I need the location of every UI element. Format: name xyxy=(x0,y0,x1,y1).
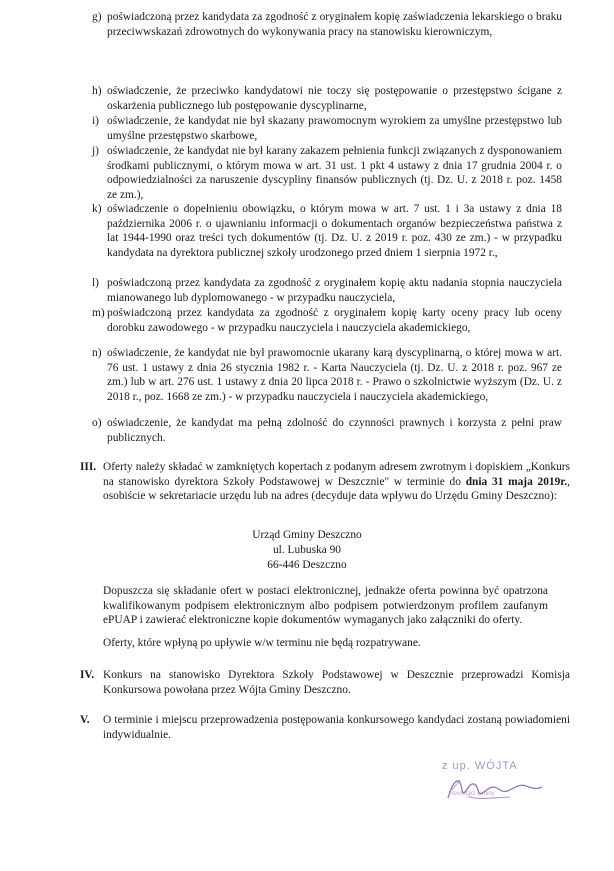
section-text xyxy=(103,460,570,504)
address-line: Urząd Gminy Deszczno xyxy=(252,529,362,541)
list-marker: i) xyxy=(92,115,99,127)
section-text-part: Oferty należy składać w zamkniętych kopertach z podanym adresem zwrotnym i dopiskiem „Konkurs na stanowisko dyrektora Szkoły Podstawowej w Deszcznie" w terminie do xyxy=(103,461,570,488)
list-marker: k) xyxy=(92,203,102,215)
section-text-part: , osobiście w sekretariacie urzędu lub na adres (decyduje data wpływu do Urzędu Gminy Deszczno): xyxy=(103,475,570,503)
list-marker: m) xyxy=(92,307,105,319)
list-marker: o) xyxy=(92,417,102,429)
handwritten-signature xyxy=(430,770,550,810)
address-line: ul. Lubuska 90 xyxy=(272,544,342,556)
list-marker: l) xyxy=(92,277,99,289)
section-number: IV. xyxy=(80,669,95,681)
list-marker: h) xyxy=(92,85,102,97)
section-text: Konkurs na stanowisko Dyrektora Szkoły Podstawowej w Deszcznie przeprowadzi Komisja Konkursowa powołana przez Wójta Gminy Deszczno. xyxy=(103,669,570,696)
list-item-text: oświadczenie, że kandydat nie był skazany prawomocnym wyrokiem za umyślne przestępstwo lub umyślne przestępstwo skarbowe, xyxy=(107,115,562,142)
section-text: O terminie i miejscu przeprowadzenia postępowania konkursowego kandydaci zostaną powiadomieni indywidualnie. xyxy=(103,714,570,741)
list-item-text: poświadczoną przez kandydata za zgodność z oryginałem kopię zaświadczenia lekarskiego o braku przeciwwskazań zdrowotnych do wykonywania pracy na stanowisku kierowniczym, xyxy=(107,11,562,38)
list-marker: g) xyxy=(92,11,102,23)
address-block xyxy=(0,528,614,573)
list-marker: j) xyxy=(92,145,99,157)
electronic-offers-paragraph: Dopuszcza się składanie ofert w postaci elektronicznej, jednakże oferta powinna być opatrzona kwalifikowanym podpisem elektronicznym albo podpisem potwierdzonym profilem zaufanym ePUAP i zawierać elektroniczne kopie dokumentów wymaganych jako załączniki do oferty. xyxy=(103,585,548,627)
list-item-text: oświadczenie, że kandydat nie był karany zakazem pełnienia funkcji związanych z dysponowaniem środkami publicznymi, o którym mowa w art. 31 ust. 1 pkt 4 ustawy z dnia 17 grudnia 2004 r. o odpowiedzialności za naruszenie dyscypliny finansów publicznych (tj. Dz. U. z 2018 r. poz. 1458 ze zm.), xyxy=(107,145,562,201)
list-item-text: oświadczenie, że kandydat nie był prawomocnie ukarany karą dyscyplinarną, o której mowa w art. 76 ust. 1 ustawy z dnia 26 stycznia 1982 r. - Karta Nauczyciela (tj. Dz. U. z 2018 r. poz. 967 ze zm.) lub w art. 276 ust. 1 ustawy z dnia 20 lipca 2018 r. - Prawo o szkolnictwie wyższym (Dz. U. z 2018 r., poz. 1668 ze zm.) - w przypadku nauczyciela i nauczyciela akademickiego, xyxy=(107,347,562,403)
section-number: III. xyxy=(80,461,97,473)
list-marker: n) xyxy=(92,347,102,359)
list-item-text: oświadczenie, że przeciwko kandydatowi nie toczy się postępowanie o przestępstwo ścigane z oskarżenia publicznego lub postępowanie dyscyplinarne, xyxy=(107,85,562,112)
stamp-subtitle: Sekretarz Gminy xyxy=(450,791,495,797)
late-offers-paragraph: Oferty, które wpłyną po upływie w/w terminu nie będą rozpatrywane. xyxy=(103,637,421,649)
list-item-text: oświadczenie o dopełnieniu obowiązku, o którym mowa w art. 7 ust. 1 i 3a ustawy z dnia 18 października 2006 r. o ujawnianiu informacji o dokumentach organów bezpieczeństwa państwa z lat 1944-1990 oraz treści tych dokumentów (tj. Dz. U. z 2019 r. poz. 430 ze zm.) - w przypadku kandydata na dyrektora publicznej szkoły urodzonego przed dniem 1 sierpnia 1972 r., xyxy=(107,203,562,259)
address-line: 66-446 Deszczno xyxy=(267,559,347,571)
signature-stamp xyxy=(430,760,550,815)
section-number: V. xyxy=(80,714,90,726)
deadline-date: dnia 31 maja 2019r. xyxy=(465,475,568,488)
list-item-text: oświadczenie, że kandydat ma pełną zdolność do czynności prawnych i korzysta z pełni praw publicznych. xyxy=(107,417,562,444)
list-item-text: poświadczoną przez kandydata za zgodność z oryginałem kopię aktu nadania stopnia nauczyciela mianowanego lub dyplomowanego - w przypadku nauczyciela, xyxy=(107,277,562,304)
stamp-title: z up. WÓJTA xyxy=(442,760,518,772)
list-item-text: poświadczoną przez kandydata za zgodność z oryginałem kopię karty oceny pracy lub oceny dorobku zawodowego - w przypadku nauczyciela i nauczyciela akademickiego, xyxy=(107,307,562,334)
